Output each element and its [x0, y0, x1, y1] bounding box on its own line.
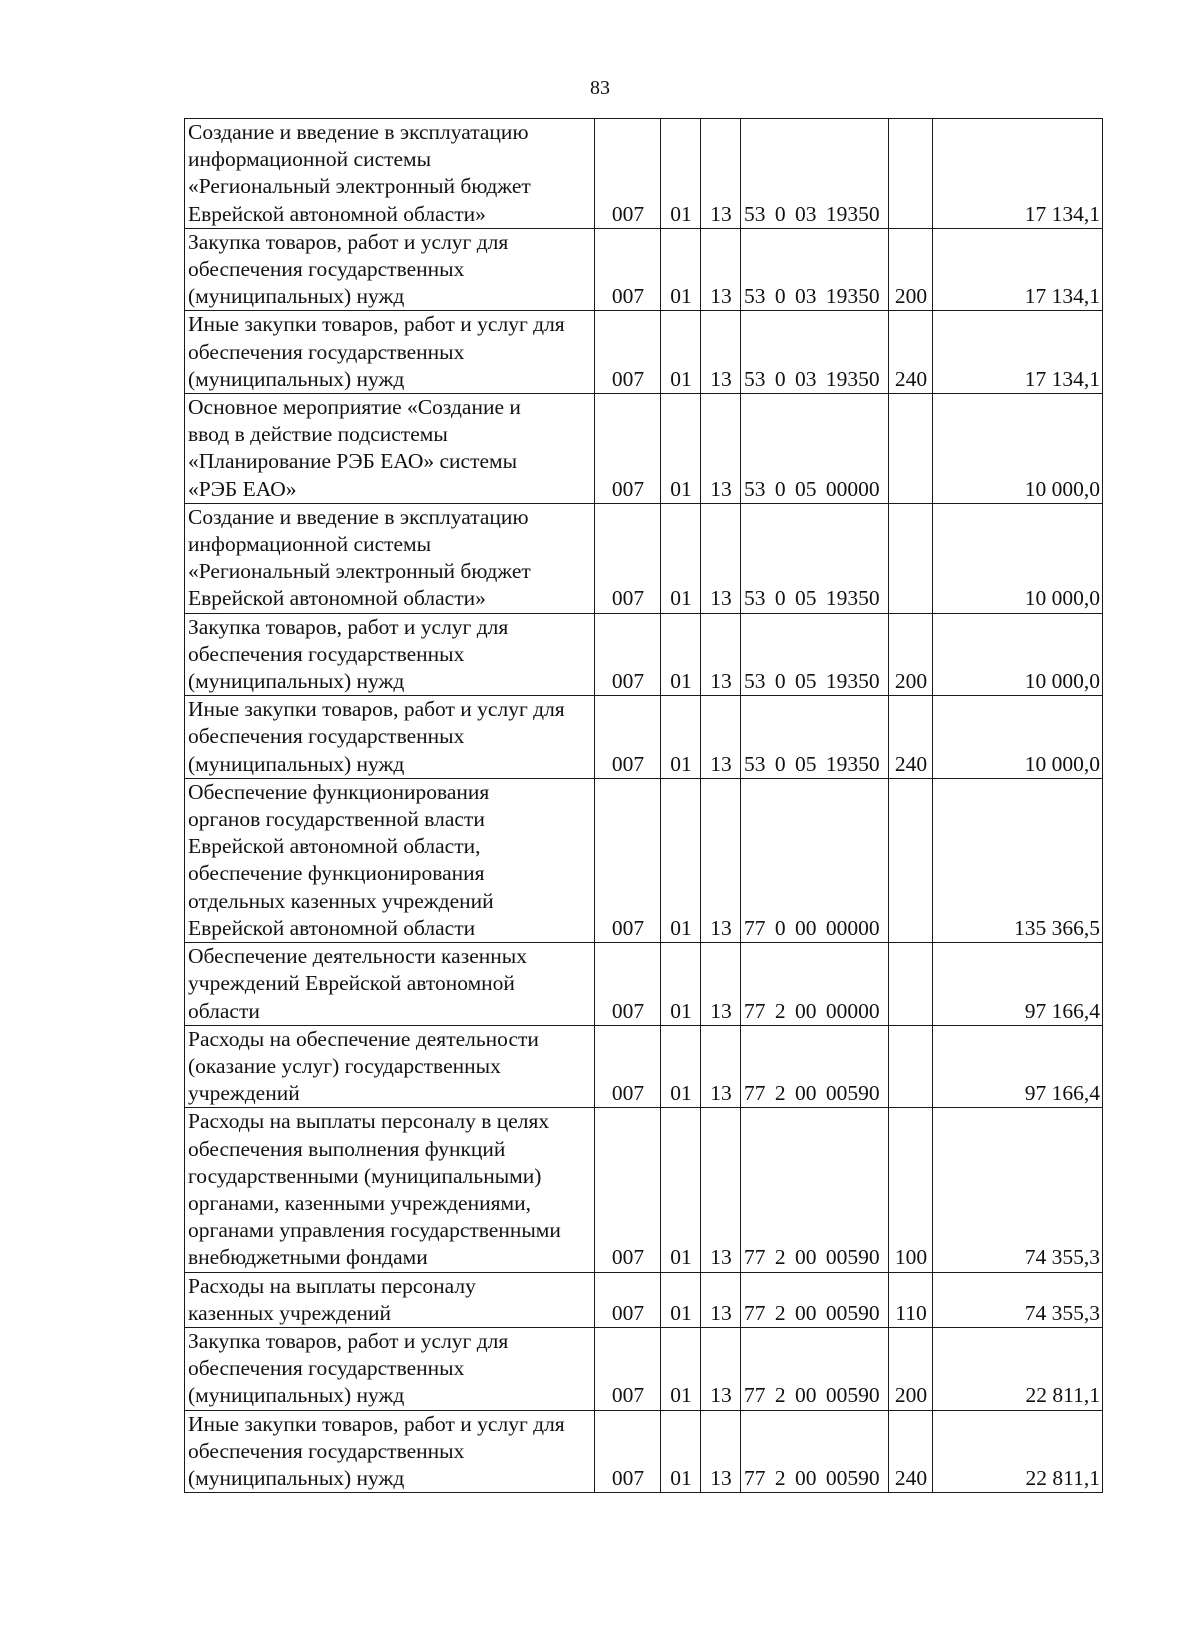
description-line: (муниципальных) нужд: [188, 751, 405, 776]
table-row: [185, 1272, 1103, 1327]
description-line: Иные закупки товаров, работ и услуг для: [188, 312, 565, 337]
amount-value: 17 134,1: [933, 119, 1103, 229]
description-line: Обеспечение функционирования: [188, 779, 490, 804]
expense-type-code: 240: [889, 1410, 933, 1493]
amount-value: 22 811,1: [933, 1327, 1103, 1410]
section-code: 01: [661, 503, 701, 613]
ministry-code: 007: [595, 119, 661, 229]
description-line: обеспечение функционирования: [188, 861, 485, 886]
expense-type-code: 240: [889, 696, 933, 779]
description-line: Иные закупки товаров, работ и услуг для: [188, 697, 565, 722]
description-line: отдельных казенных учреждений: [188, 888, 494, 913]
row-description: [185, 503, 595, 613]
description-line: (оказание услуг) государственных: [188, 1053, 501, 1078]
page-number: 83: [590, 77, 610, 99]
target-article-code: 53 0 05 19350: [741, 613, 889, 696]
amount-value: 10 000,0: [933, 394, 1103, 504]
expense-type-code: [889, 1025, 933, 1108]
description-line: обеспечения государственных: [188, 1438, 465, 1463]
description-line: Еврейской автономной области»: [188, 201, 486, 226]
ministry-code: 007: [595, 1327, 661, 1410]
description-line: обеспечения государственных: [188, 257, 465, 282]
subsection-code: 13: [701, 613, 741, 696]
subsection-code: 13: [701, 311, 741, 394]
target-article-code: 53 0 03 19350: [741, 119, 889, 229]
target-article-code: 77 2 00 00590: [741, 1025, 889, 1108]
subsection-code: 13: [701, 119, 741, 229]
description-line: обеспечения государственных: [188, 724, 465, 749]
description-line: (муниципальных) нужд: [188, 284, 405, 309]
subsection-code: 13: [701, 943, 741, 1026]
description-line: информационной системы: [188, 147, 432, 172]
description-line: органов государственной власти: [188, 807, 485, 832]
amount-value: 97 166,4: [933, 1025, 1103, 1108]
subsection-code: 13: [701, 1108, 741, 1272]
description-line: учреждений Еврейской автономной: [188, 971, 515, 996]
target-article-code: 77 0 00 00000: [741, 778, 889, 942]
target-article-code: 53 0 05 19350: [741, 503, 889, 613]
amount-value: 22 811,1: [933, 1410, 1103, 1493]
description-line: органами, казенными учреждениями,: [188, 1190, 531, 1215]
section-code: 01: [661, 1025, 701, 1108]
description-line: «РЭБ ЕАО»: [188, 476, 297, 501]
row-description: [185, 228, 595, 311]
description-line: Основное мероприятие «Создание и: [188, 395, 521, 420]
section-code: 01: [661, 613, 701, 696]
description-line: Расходы на выплаты персоналу в целях: [188, 1109, 550, 1134]
expense-type-code: [889, 503, 933, 613]
table-row: [185, 1327, 1103, 1410]
description-line: области: [188, 998, 260, 1023]
description-line: Еврейской автономной области: [188, 915, 476, 940]
section-code: 01: [661, 778, 701, 942]
description-line: органами управления государственными: [188, 1218, 561, 1243]
expense-type-code: [889, 119, 933, 229]
section-code: 01: [661, 943, 701, 1026]
amount-value: 97 166,4: [933, 943, 1103, 1026]
description-line: Закупка товаров, работ и услуг для: [188, 1328, 509, 1353]
subsection-code: 13: [701, 394, 741, 504]
section-code: 01: [661, 119, 701, 229]
ministry-code: 007: [595, 394, 661, 504]
row-description: [185, 119, 595, 229]
description-line: государственными (муниципальными): [188, 1163, 542, 1188]
description-line: (муниципальных) нужд: [188, 366, 405, 391]
target-article-code: 53 0 03 19350: [741, 228, 889, 311]
subsection-code: 13: [701, 778, 741, 942]
expense-type-code: 200: [889, 1327, 933, 1410]
subsection-code: 13: [701, 503, 741, 613]
table-row: [185, 778, 1103, 942]
expense-type-code: 200: [889, 613, 933, 696]
description-line: Закупка товаров, работ и услуг для: [188, 229, 509, 254]
description-line: Создание и введение в эксплуатацию: [188, 504, 529, 529]
table-row: [185, 1108, 1103, 1272]
description-line: внебюджетными фондами: [188, 1245, 428, 1270]
ministry-code: 007: [595, 613, 661, 696]
row-description: [185, 1410, 595, 1493]
target-article-code: 77 2 00 00590: [741, 1410, 889, 1493]
subsection-code: 13: [701, 1025, 741, 1108]
budget-table: [184, 118, 1103, 1493]
subsection-code: 13: [701, 1410, 741, 1493]
row-description: [185, 778, 595, 942]
amount-value: 17 134,1: [933, 228, 1103, 311]
target-article-code: 77 2 00 00590: [741, 1327, 889, 1410]
description-line: учреждений: [188, 1081, 300, 1106]
description-line: Иные закупки товаров, работ и услуг для: [188, 1411, 565, 1436]
ministry-code: 007: [595, 1272, 661, 1327]
description-line: «Региональный электронный бюджет: [188, 559, 531, 584]
row-description: [185, 394, 595, 504]
section-code: 01: [661, 228, 701, 311]
table-row: [185, 119, 1103, 229]
row-description: [185, 1025, 595, 1108]
section-code: 01: [661, 1108, 701, 1272]
table-row: [185, 394, 1103, 504]
section-code: 01: [661, 1327, 701, 1410]
subsection-code: 13: [701, 1272, 741, 1327]
description-line: обеспечения государственных: [188, 641, 465, 666]
description-line: Расходы на обеспечение деятельности: [188, 1026, 539, 1051]
ministry-code: 007: [595, 696, 661, 779]
expense-type-code: [889, 778, 933, 942]
table-row: [185, 311, 1103, 394]
expense-type-code: [889, 394, 933, 504]
table-row: [185, 943, 1103, 1026]
description-line: Создание и введение в эксплуатацию: [188, 120, 529, 144]
table-row: [185, 503, 1103, 613]
description-line: (муниципальных) нужд: [188, 1383, 405, 1408]
row-description: [185, 1327, 595, 1410]
amount-value: 10 000,0: [933, 613, 1103, 696]
subsection-code: 13: [701, 696, 741, 779]
ministry-code: 007: [595, 778, 661, 942]
description-line: Еврейской автономной области,: [188, 834, 481, 859]
description-line: «Региональный электронный бюджет: [188, 174, 531, 199]
target-article-code: 77 2 00 00590: [741, 1272, 889, 1327]
description-line: (муниципальных) нужд: [188, 669, 405, 694]
table-row: [185, 1410, 1103, 1493]
description-line: обеспечения выполнения функций: [188, 1136, 506, 1161]
section-code: 01: [661, 311, 701, 394]
expense-type-code: 100: [889, 1108, 933, 1272]
section-code: 01: [661, 1272, 701, 1327]
ministry-code: 007: [595, 1025, 661, 1108]
ministry-code: 007: [595, 1410, 661, 1493]
description-line: Расходы на выплаты персоналу: [188, 1273, 476, 1298]
row-description: [185, 943, 595, 1026]
ministry-code: 007: [595, 311, 661, 394]
row-description: [185, 613, 595, 696]
description-line: (муниципальных) нужд: [188, 1465, 405, 1490]
amount-value: 10 000,0: [933, 696, 1103, 779]
target-article-code: 53 0 03 19350: [741, 311, 889, 394]
row-description: [185, 1272, 595, 1327]
description-line: «Планирование РЭБ ЕАО» системы: [188, 449, 518, 474]
section-code: 01: [661, 1410, 701, 1493]
ministry-code: 007: [595, 1108, 661, 1272]
row-description: [185, 311, 595, 394]
table-row: [185, 613, 1103, 696]
target-article-code: 77 2 00 00590: [741, 1108, 889, 1272]
budget-table-body: [185, 119, 1103, 1493]
description-line: информационной системы: [188, 532, 432, 557]
expense-type-code: 110: [889, 1272, 933, 1327]
ministry-code: 007: [595, 228, 661, 311]
description-line: ввод в действие подсистемы: [188, 422, 448, 447]
subsection-code: 13: [701, 1327, 741, 1410]
expense-type-code: [889, 943, 933, 1026]
target-article-code: 77 2 00 00000: [741, 943, 889, 1026]
target-article-code: 53 0 05 19350: [741, 696, 889, 779]
row-description: [185, 1108, 595, 1272]
table-row: [185, 1025, 1103, 1108]
amount-value: 135 366,5: [933, 778, 1103, 942]
amount-value: 74 355,3: [933, 1272, 1103, 1327]
amount-value: 74 355,3: [933, 1108, 1103, 1272]
description-line: Еврейской автономной области»: [188, 586, 486, 611]
ministry-code: 007: [595, 943, 661, 1026]
subsection-code: 13: [701, 228, 741, 311]
target-article-code: 53 0 05 00000: [741, 394, 889, 504]
description-line: обеспечения государственных: [188, 1356, 465, 1381]
expense-type-code: 200: [889, 228, 933, 311]
section-code: 01: [661, 696, 701, 779]
description-line: Закупка товаров, работ и услуг для: [188, 614, 509, 639]
row-description: [185, 696, 595, 779]
amount-value: 10 000,0: [933, 503, 1103, 613]
table-row: [185, 696, 1103, 779]
expense-type-code: 240: [889, 311, 933, 394]
description-line: казенных учреждений: [188, 1300, 391, 1325]
description-line: Обеспечение деятельности казенных: [188, 944, 527, 969]
amount-value: 17 134,1: [933, 311, 1103, 394]
description-line: обеспечения государственных: [188, 339, 465, 364]
table-row: [185, 228, 1103, 311]
section-code: 01: [661, 394, 701, 504]
ministry-code: 007: [595, 503, 661, 613]
